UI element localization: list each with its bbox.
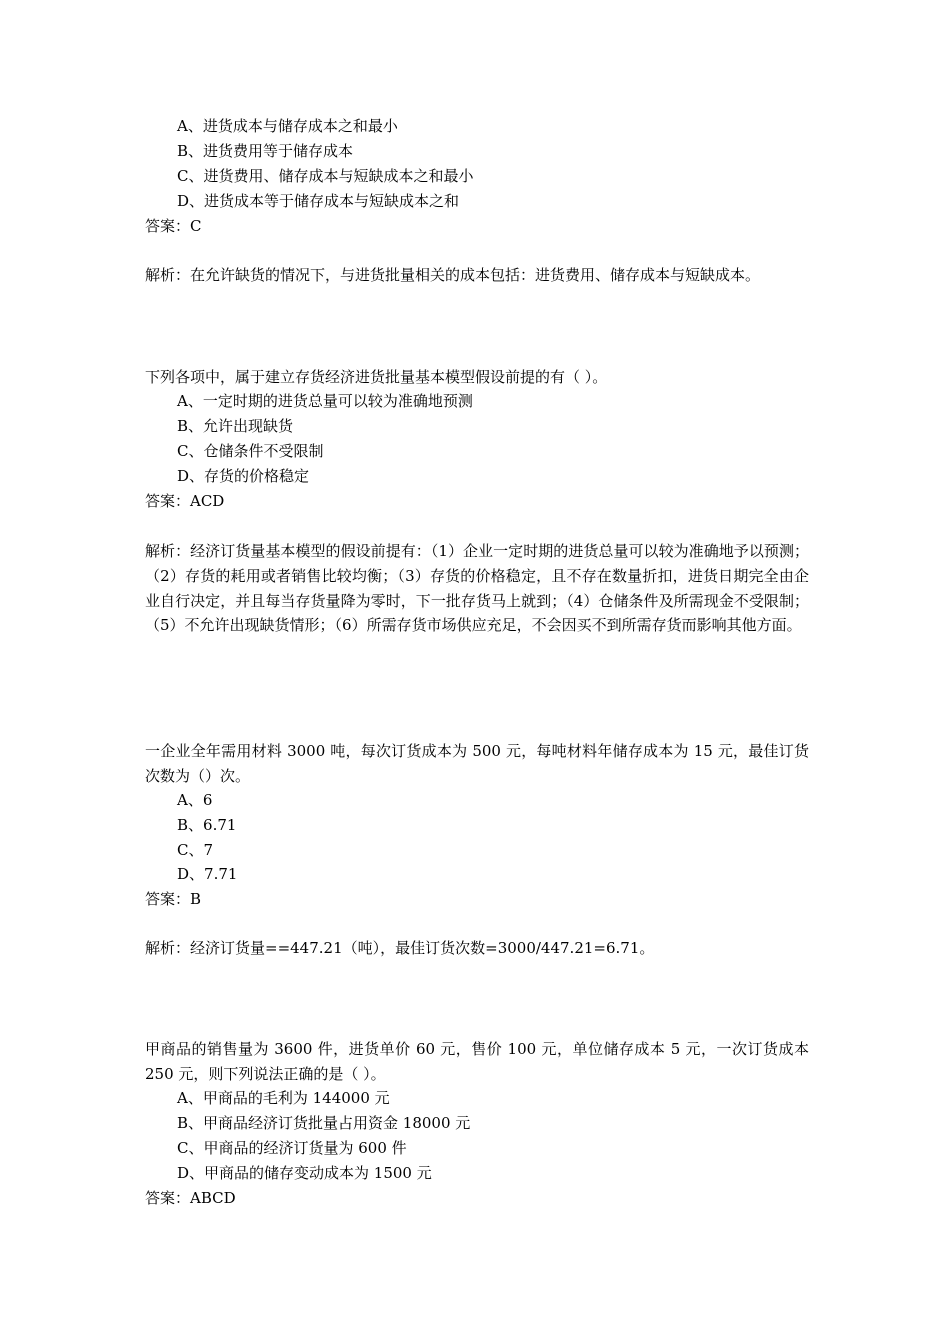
q1-answer: 答案：C [145,217,202,235]
q2-stem: 下列各项中，属于建立存货经济进货批量基本模型假设前提的有（ ）。 [145,368,608,386]
q1-analysis: 解析：在允许缺货的情况下，与进货批量相关的成本包括：进货费用、储存成本与短缺成本。 [145,266,761,284]
q1-option-d: D、进货成本等于储存成本与短缺成本之和 [177,192,460,210]
q3-option-c: C、7 [177,841,214,859]
q2-option-d: D、存货的价格稳定 [177,467,310,485]
q3-analysis: 解析：经济订货量==447.21（吨），最佳订货次数=3000/447.21=6.71。 [145,939,655,957]
q1-option-a: A、进货成本与储存成本之和最小 [177,117,398,135]
q2-answer: 答案：ACD [145,492,225,510]
q4-option-c: C、甲商品的经济订货量为 600 件 [177,1139,407,1157]
q3-option-b: B、6.71 [177,816,237,834]
q4-option-a: A、甲商品的毛利为 144000 元 [177,1089,390,1107]
q1-option-c: C、进货费用、储存成本与短缺成本之和最小 [177,167,474,185]
q3-stem: 一企业全年需用材料 3000 吨，每次订货成本为 500 元，每吨材料年储存成本为 15 元，最佳订货次数为（）次。 [145,742,809,785]
q2-option-c: C、仓储条件不受限制 [177,442,324,460]
q4-option-b: B、甲商品经济订货批量占用资金 18000 元 [177,1114,471,1132]
q2-analysis: 解析：经济订货量基本模型的假设前提有：（1）企业一定时期的进货总量可以较为准确地予以预测；（2）存货的耗用或者销售比较均衡；（3）存货的价格稳定，且不存在数量折扣，进货日期完全由企业自行决定，并且每当存货量降为零时，下一批存货马上就到；（4）仓储条件及所需现金不受限制；（5）不允许出现缺货情形；（6）所需存货市场供应充足，不会因买不到所需存货而影响其他方面。 [145,542,809,635]
q3-answer: 答案：B [145,890,202,908]
q4-option-d: D、甲商品的储存变动成本为 1500 元 [177,1164,432,1182]
q1-option-b: B、进货费用等于储存成本 [177,142,354,160]
q4-answer: 答案：ABCD [145,1189,236,1207]
q3-option-a: A、6 [177,791,213,809]
q2-option-b: B、允许出现缺货 [177,417,294,435]
q4-stem: 甲商品的销售量为 3600 件，进货单价 60 元，售价 100 元，单位储存成本 5 元，一次订货成本 250 元，则下列说法正确的是（ ）。 [145,1040,809,1083]
q3-option-d: D、7.71 [177,865,238,883]
q2-option-a: A、一定时期的进货总量可以较为准确地预测 [177,392,473,410]
